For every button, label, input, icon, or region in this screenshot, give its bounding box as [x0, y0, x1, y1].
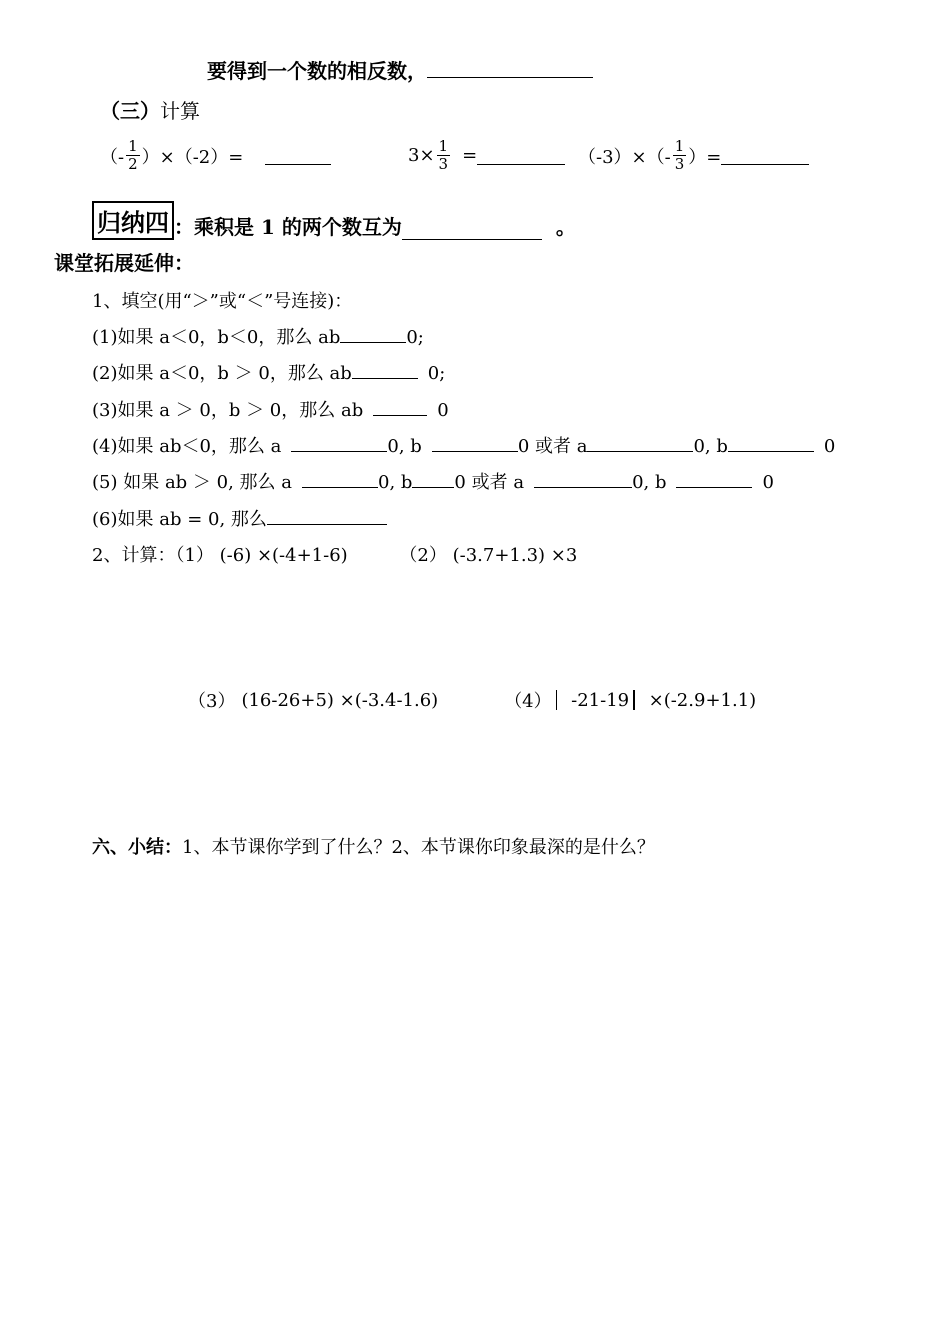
- fill-line-5: [92, 468, 774, 494]
- absolute-value-bar: [633, 690, 635, 710]
- summary-4-text: ：乘积是 1 的两个数互为: [174, 215, 402, 239]
- calc-4-inner: -21-19: [571, 689, 630, 711]
- line-text: 0, b: [378, 472, 413, 493]
- summary-4: [92, 201, 576, 240]
- answer-blank[interactable]: [302, 469, 378, 488]
- expr3-close: ）=: [688, 146, 722, 168]
- answer-blank[interactable]: [373, 397, 427, 416]
- answer-blank[interactable]: [427, 59, 593, 78]
- line-text: 0;: [406, 327, 424, 348]
- expr1-open: （-: [100, 146, 125, 168]
- extension-heading: 课堂拓展延伸：: [54, 251, 194, 275]
- expr3-lead: （-3）×（-: [578, 146, 671, 168]
- calc-4-rest: ×(-2.9+1.1): [648, 689, 757, 711]
- question-2-title: 2、计算：（1）: [92, 545, 214, 566]
- question-2-line-2: [188, 687, 756, 713]
- line-text: (1)如果 a＜0，b＜0，那么 ab: [92, 327, 341, 348]
- line-text: 0 或者 a: [517, 436, 588, 457]
- answer-blank[interactable]: [728, 433, 814, 452]
- line-text: 0 或者 a: [454, 472, 525, 493]
- answer-blank[interactable]: [432, 433, 518, 452]
- answer-blank[interactable]: [402, 221, 542, 240]
- section-6: [92, 833, 655, 859]
- fill-line-4: [92, 432, 835, 458]
- section-6-heading: 六、小结：: [92, 837, 182, 858]
- line-text: 0: [762, 472, 774, 493]
- line-text: 0, b: [632, 472, 667, 493]
- frac-den: 2: [128, 155, 138, 173]
- expression-2: [408, 138, 565, 173]
- fill-line-2: [92, 359, 445, 385]
- section-3-label: 计算: [160, 99, 200, 123]
- fraction-one-third: [437, 138, 451, 173]
- calc-2-label: （2）: [399, 545, 447, 566]
- expr2-close: =: [462, 145, 478, 166]
- section-3-number: （三）: [100, 99, 160, 123]
- absolute-value-bar: [556, 690, 558, 710]
- expression-3: [578, 138, 809, 173]
- fraction-one-half: [126, 138, 140, 173]
- line-text: 0, b: [387, 436, 422, 457]
- line-text: (3)如果 a ＞ 0，b ＞ 0，那么 ab: [92, 400, 364, 421]
- answer-blank[interactable]: [721, 146, 809, 165]
- calc-3-label: （3）: [188, 691, 236, 712]
- fill-line-3: [92, 396, 449, 422]
- section-3-heading: [100, 95, 200, 124]
- answer-blank[interactable]: [412, 469, 454, 488]
- section-6-text: 1、本节课你学到了什么？2、本节课你印象最深的是什么？: [182, 837, 655, 858]
- fill-line-6: [92, 505, 387, 531]
- frac-num: 1: [438, 137, 449, 155]
- line-text: (5) 如果 ab ＞ 0, 那么 a: [92, 472, 292, 493]
- top-line: [207, 55, 593, 84]
- expression-1: [100, 138, 331, 173]
- line-text: (4)如果 ab＜0，那么 a: [92, 436, 282, 457]
- answer-blank[interactable]: [587, 433, 693, 452]
- line-text: (6)如果 ab = 0, 那么: [92, 509, 267, 530]
- line-text: 0: [437, 400, 449, 421]
- calc-1: (-6) ×(-4+1-6): [219, 545, 348, 566]
- summary-4-boxed-title: 归纳四: [92, 201, 174, 240]
- frac-den: 3: [438, 155, 449, 173]
- answer-blank[interactable]: [267, 506, 387, 525]
- answer-blank[interactable]: [265, 146, 331, 165]
- calc-2: (-3.7+1.3) ×3: [452, 545, 578, 566]
- question-2-line-1: [92, 541, 577, 567]
- top-line-text: 要得到一个数的相反数，: [207, 59, 427, 83]
- answer-blank[interactable]: [534, 469, 632, 488]
- answer-blank[interactable]: [676, 469, 752, 488]
- calc-4-label: （4）: [504, 691, 552, 712]
- frac-num: 1: [128, 137, 138, 155]
- line-text: 0;: [427, 363, 446, 384]
- answer-blank[interactable]: [352, 360, 418, 379]
- fraction-one-third: [673, 138, 687, 173]
- frac-den: 3: [674, 155, 685, 173]
- frac-num: 1: [674, 137, 685, 155]
- line-text: 0, b: [693, 436, 728, 457]
- calc-3: (16-26+5) ×(-3.4-1.6): [241, 689, 439, 711]
- answer-blank[interactable]: [340, 324, 406, 343]
- line-text: (2)如果 a＜0，b ＞ 0，那么 ab: [92, 363, 352, 384]
- question-1-title: 1、填空(用“＞”或“＜”号连接)：: [92, 291, 353, 312]
- expr1-close: ）×（-2）=: [141, 146, 244, 168]
- expr2-lead: 3×: [408, 145, 435, 166]
- summary-4-end: 。: [555, 215, 576, 239]
- line-text: 0: [823, 436, 836, 457]
- fill-line-1: [92, 323, 424, 349]
- answer-blank[interactable]: [477, 146, 565, 165]
- answer-blank[interactable]: [291, 433, 387, 452]
